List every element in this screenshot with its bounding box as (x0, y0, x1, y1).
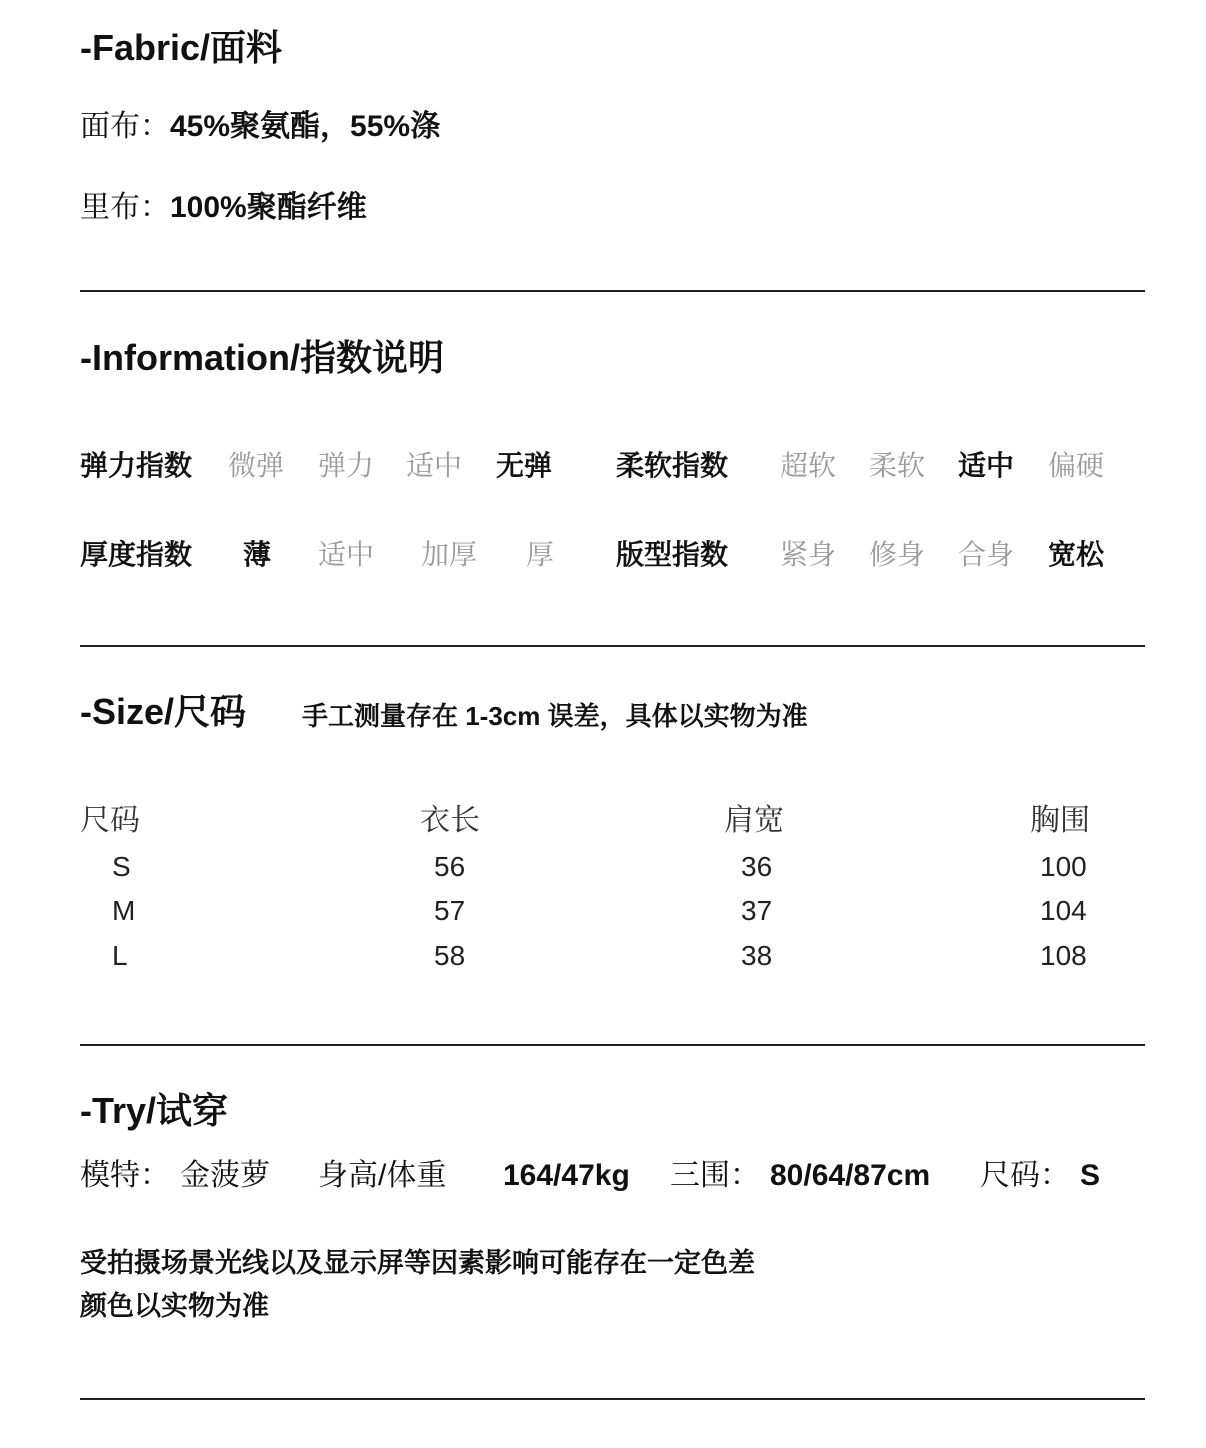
table-cell: 36 (741, 851, 773, 882)
table-cell: 58 (434, 940, 466, 971)
lining-fabric-line (80, 193, 367, 223)
fit-option: 修身 (869, 539, 926, 570)
table-cell: 108 (1040, 940, 1087, 971)
try-size-value: S (1080, 1159, 1101, 1192)
elasticity-option-selected: 无弹 (496, 450, 553, 481)
table-cell: 100 (1040, 851, 1087, 882)
elasticity-label: 弹力指数 (80, 450, 193, 481)
elasticity-option: 弹力 (318, 450, 375, 481)
elasticity-option: 微弹 (228, 450, 285, 481)
divider (80, 290, 1145, 292)
elasticity-option: 适中 (406, 450, 463, 481)
information-heading: -Information/指数说明 (80, 337, 444, 378)
thickness-option: 厚 (526, 539, 555, 570)
table-cell: M (112, 895, 136, 926)
model-name: 金菠萝 (180, 1159, 270, 1192)
col-header-length: 衣长 (420, 804, 480, 837)
divider (80, 645, 1145, 647)
lining-label: 里布： (80, 191, 170, 224)
col-header-size: 尺码 (80, 804, 140, 837)
fabric-heading: -Fabric/面料 (80, 27, 283, 68)
table-cell: S (112, 851, 131, 882)
divider (80, 1044, 1145, 1046)
shell-label: 面布： (80, 110, 170, 143)
fit-option: 紧身 (780, 539, 837, 570)
table-cell: L (112, 940, 128, 971)
color-disclaimer-2: 颜色以实物为准 (80, 1291, 269, 1321)
fit-option-selected: 宽松 (1048, 539, 1105, 570)
softness-option: 超软 (780, 450, 837, 481)
try-heading: -Try/试穿 (80, 1090, 229, 1131)
divider (80, 1398, 1145, 1400)
softness-option-selected: 适中 (958, 450, 1015, 481)
height-weight-label: 身高/体重 (318, 1159, 447, 1192)
height-weight-value: 164/47kg (503, 1159, 630, 1192)
table-cell: 38 (741, 940, 773, 971)
thickness-option: 适中 (318, 539, 375, 570)
thickness-option: 加厚 (421, 539, 478, 570)
thickness-option-selected: 薄 (243, 539, 272, 570)
thickness-label: 厚度指数 (80, 539, 193, 570)
measurements-value: 80/64/87cm (770, 1159, 931, 1192)
model-label: 模特： (80, 1159, 170, 1192)
shell-fabric-line (80, 112, 440, 142)
table-cell: 37 (741, 895, 773, 926)
col-header-chest: 胸围 (1030, 804, 1090, 837)
col-header-shoulder: 肩宽 (724, 804, 784, 837)
lining-value: 100%聚酯纤维 (170, 191, 367, 224)
color-disclaimer: 受拍摄场景光线以及显示屏等因素影响可能存在一定色差 (80, 1248, 755, 1278)
try-size-label: 尺码： (980, 1159, 1070, 1192)
softness-option: 柔软 (869, 450, 926, 481)
shell-value: 45%聚氨酯，55%涤 (170, 110, 441, 143)
measurements-label: 三围： (670, 1159, 760, 1192)
table-cell: 56 (434, 851, 466, 882)
table-cell: 57 (434, 895, 466, 926)
fit-label: 版型指数 (616, 539, 729, 570)
softness-label: 柔软指数 (616, 450, 729, 481)
size-heading: -Size/尺码 (80, 691, 247, 732)
size-note: 手工测量存在 1-3cm 误差，具体以实物为准 (302, 701, 808, 731)
table-cell: 104 (1040, 895, 1087, 926)
softness-option: 偏硬 (1048, 450, 1105, 481)
fit-option: 合身 (958, 539, 1015, 570)
